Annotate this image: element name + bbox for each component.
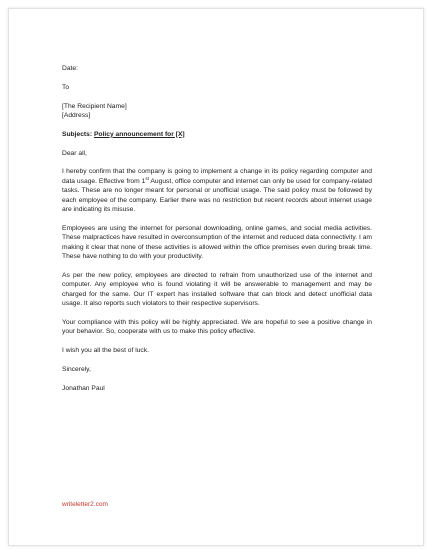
recipient-name: [The Recipient Name] [62, 102, 127, 110]
salutation: Dear all, [62, 149, 87, 157]
date-label: Date: [62, 65, 78, 72]
subject-label: Subjects: [62, 130, 93, 138]
paragraph-4: Your compliance with this policy will be highly appreciated. We are hopeful to see a positive change in your behavior. So, cooperate with us to make this policy effective. [62, 318, 372, 336]
paragraph-1-part-b: August, office computer and internet can only be used for company-related tasks. These are no longer meant for personal or unofficial usage. The said policy must be followed by each employee of the company. Earlier there was no restriction but recent records about internet usage are indicating its misuse. [62, 177, 372, 214]
paragraph-5: I wish you all the best of luck. [62, 347, 149, 355]
signature-name: Jonathan Paul [62, 384, 105, 392]
recipient-address: [Address] [62, 112, 91, 119]
paragraph-1-superscript: st [145, 175, 149, 181]
footer-site-link[interactable]: writeletter2.com [62, 501, 108, 508]
paragraph-3: As per the new policy, employees are directed to refrain from unauthorized use of the internet and computer. Any employee who is found violating it will be answerable to management and may be charged for the same. Our IT expert has installed software that can block and detect unofficial data usage. It also reports such violators to their respective supervisors. [62, 271, 372, 308]
paragraph-1-part-a: I hereby confirm that the company is going to implement a change in its policy regarding computer and data usage. Effective from 1 [62, 168, 372, 185]
to-label: To [62, 83, 70, 91]
paragraph-2: Employees are using the internet for personal downloading, online games, and social media activities. These malpractices have resulted in overconsumption of the internet and reduced data connectivity. I am making it clear that none of these activities is allowed within the office premises even during break time. These have nothing to do with your productivity. [62, 224, 372, 261]
letter-body [62, 64, 372, 393]
subject-value: Policy announcement for [X] [93, 130, 185, 138]
closing: Sincerely, [62, 365, 91, 373]
subject-line [62, 130, 372, 139]
paragraph-1 [62, 167, 372, 214]
